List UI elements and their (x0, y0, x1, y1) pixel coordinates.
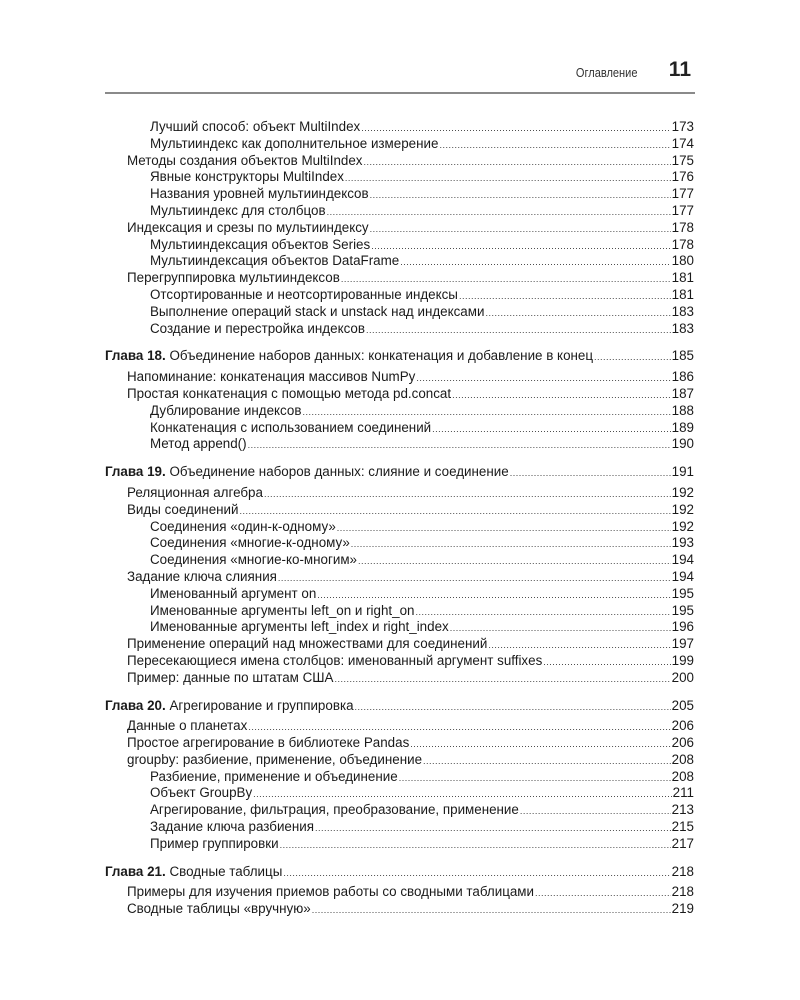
toc-page-number: 215 (671, 819, 694, 835)
toc-entry[interactable] (105, 735, 694, 752)
toc-page-number: 185 (671, 348, 694, 364)
dot-leader (399, 769, 671, 786)
toc-page-number: 192 (671, 484, 694, 500)
dot-leader (337, 519, 671, 536)
toc-entry[interactable] (105, 718, 694, 735)
toc-page-number: 193 (671, 535, 694, 551)
dot-leader (415, 603, 670, 620)
dot-leader (371, 237, 670, 254)
dot-leader (280, 836, 671, 853)
toc-entry-title: Мультииндекс как дополнительное измерение (150, 135, 439, 151)
toc-entry[interactable] (105, 253, 694, 270)
toc-entry-title: Лучший способ: объект MultiIndex (150, 119, 361, 134)
toc-entry-title: Выполнение операций stack и unstack над индексами (150, 303, 485, 319)
toc-entry-title: Мультииндексация объектов Series (150, 236, 371, 252)
toc-entry-title: Объект GroupBy (150, 785, 253, 801)
toc-entry[interactable] (105, 752, 694, 769)
toc-page-number: 205 (671, 697, 694, 713)
toc-entry-title: Методы создания объектов MultiIndex (127, 152, 363, 168)
chapter-number: Глава 20. (105, 697, 166, 713)
toc-entry-title (105, 464, 509, 481)
toc-page-number: 181 (671, 286, 694, 302)
toc-page-number: 192 (671, 518, 694, 534)
dot-leader (366, 321, 671, 338)
dot-leader (345, 169, 671, 186)
toc-chapter-entry[interactable] (105, 864, 694, 881)
toc-entry-title: Мультииндекс для столбцов (150, 202, 326, 218)
toc-page-number: 200 (671, 669, 694, 685)
toc-entry-title: Данные о планетах (127, 718, 248, 734)
toc-page-number: 219 (671, 901, 694, 917)
toc-page-number: 208 (671, 751, 694, 767)
table-of-contents (105, 119, 694, 918)
dot-leader (410, 735, 670, 752)
toc-page-number: 194 (671, 552, 694, 568)
dot-leader (370, 186, 671, 203)
toc-entry[interactable] (105, 321, 694, 338)
chapter-title: Объединение наборов данных: конкатенация и добавление в конец (169, 348, 594, 364)
toc-entry[interactable] (105, 619, 694, 636)
toc-entry[interactable] (105, 270, 694, 287)
toc-entry-title: Метод append() (150, 436, 247, 452)
dot-leader (283, 864, 670, 881)
running-header (105, 58, 695, 94)
toc-page-number: 206 (671, 718, 694, 734)
toc-page-number: 186 (671, 369, 694, 385)
toc-page-number: 173 (671, 119, 694, 134)
toc-entry[interactable] (105, 386, 694, 403)
dot-leader (510, 464, 671, 481)
dot-leader (400, 253, 670, 270)
toc-entry-title: Конкатенация с использованием соединений (150, 419, 432, 435)
dot-leader (253, 785, 671, 802)
dot-leader (459, 287, 671, 304)
toc-page-number: 183 (671, 320, 694, 336)
toc-chapter-entry[interactable] (105, 698, 694, 715)
dot-leader (240, 502, 671, 519)
running-header-title: Оглавление (575, 65, 637, 80)
toc-page-number: 196 (671, 619, 694, 635)
dot-leader (520, 802, 671, 819)
toc-entry-title: Индексация и срезы по мультииндексу (127, 219, 369, 235)
toc-page-number: 218 (671, 863, 694, 879)
toc-entry-title: Задание ключа слияния (127, 568, 277, 584)
dot-leader (355, 698, 671, 715)
toc-entry-title: Именованные аргументы left_on и right_on (150, 602, 415, 618)
toc-entry[interactable] (105, 485, 694, 502)
toc-entry[interactable] (105, 186, 694, 203)
dot-leader (423, 752, 671, 769)
toc-page-number: 177 (671, 186, 694, 202)
chapter-number: Глава 19. (105, 464, 166, 480)
dot-leader (488, 636, 670, 653)
toc-entry[interactable] (105, 901, 694, 918)
toc-entry-title: Пример группировки (150, 835, 279, 851)
dot-leader (358, 552, 671, 569)
toc-page-number: 195 (671, 585, 694, 601)
dot-leader (334, 670, 670, 687)
toc-entry[interactable] (105, 119, 694, 136)
dot-leader (416, 369, 670, 386)
toc-entry-title: Напоминание: конкатенация массивов NumPy (127, 369, 416, 385)
dot-leader (317, 586, 670, 603)
toc-entry-title: Пример: данные по штатам США (127, 669, 334, 685)
toc-page-number: 176 (671, 169, 694, 185)
toc-entry[interactable] (105, 169, 694, 186)
toc-page-number: 211 (672, 785, 694, 801)
toc-entry[interactable] (105, 819, 694, 836)
dot-leader (302, 403, 670, 420)
dot-leader (278, 569, 671, 586)
dot-leader (485, 304, 670, 321)
toc-entry-title: Названия уровней мультииндексов (150, 186, 369, 202)
toc-entry[interactable] (105, 552, 694, 569)
toc-entry-title: Сводные таблицы «вручную» (127, 901, 311, 917)
toc-entry-title: Виды соединений (127, 501, 239, 517)
toc-entry[interactable] (105, 785, 694, 802)
toc-entry-title: Именованные аргументы left_index и right_index (150, 619, 449, 635)
toc-page-number: 175 (671, 152, 694, 168)
toc-page-number: 183 (671, 303, 694, 319)
toc-chapter-entry[interactable] (105, 464, 694, 481)
chapter-number: Глава 18. (105, 348, 166, 364)
toc-entry-title: Дублирование индексов (150, 402, 302, 418)
toc-entry[interactable] (105, 502, 694, 519)
toc-entry[interactable] (105, 603, 694, 620)
toc-page-number: 180 (671, 253, 694, 269)
dot-leader (361, 119, 670, 136)
toc-page-number: 195 (671, 602, 694, 618)
toc-page-number: 178 (671, 236, 694, 252)
toc-entry-title: Соединения «один-к-одному» (150, 518, 336, 534)
toc-page-number: 191 (671, 464, 694, 480)
dot-leader (370, 220, 671, 237)
page-number: 11 (668, 58, 691, 81)
dot-leader (351, 535, 671, 552)
chapter-title: Объединение наборов данных: слияние и соединение (169, 464, 509, 480)
chapter-number: Глава 21. (105, 863, 166, 879)
toc-entry[interactable] (105, 653, 694, 670)
toc-entry-title: Применение операций над множествами для соединений (127, 636, 488, 652)
dot-leader (594, 348, 671, 365)
dot-leader (450, 619, 671, 636)
toc-page-number: 199 (671, 652, 694, 668)
toc-entry[interactable] (105, 153, 694, 170)
toc-entry-title (105, 698, 354, 715)
toc-page-number: 181 (671, 270, 694, 286)
dot-leader (452, 386, 671, 403)
toc-entry-title: Задание ключа разбиения (150, 819, 315, 835)
toc-entry[interactable] (105, 403, 694, 420)
dot-leader (439, 136, 670, 153)
toc-entry-title: Примеры для изучения приемов работы со сводными таблицами (127, 884, 534, 900)
toc-page-number: 194 (671, 568, 694, 584)
toc-entry[interactable] (105, 519, 694, 536)
toc-page-number: 189 (671, 419, 694, 435)
toc-entry[interactable] (105, 436, 694, 453)
dot-leader (535, 884, 671, 901)
toc-entry[interactable] (105, 769, 694, 786)
dot-leader (248, 436, 671, 453)
toc-entry-title: Перегруппировка мультииндексов (127, 270, 340, 286)
toc-page-number: 213 (671, 802, 694, 818)
toc-page-number: 206 (671, 735, 694, 751)
toc-page-number: 208 (671, 768, 694, 784)
toc-entry-title: Пересекающиеся имена столбцов: именованный аргумент suffixes (127, 652, 543, 668)
toc-entry[interactable] (105, 535, 694, 552)
toc-page-number: 188 (671, 402, 694, 418)
dot-leader (341, 270, 671, 287)
dot-leader (327, 203, 671, 220)
toc-entry-title: Простая конкатенация с помощью метода pd.concat (127, 385, 452, 401)
toc-entry-title: Создание и перестройка индексов (150, 320, 365, 336)
toc-page-number: 187 (671, 385, 694, 401)
toc-entry[interactable] (105, 369, 694, 386)
toc-entry-title: Соединения «многие-ко-многим» (150, 552, 357, 568)
toc-entry-title: Разбиение, применение и объединение (150, 768, 398, 784)
dot-leader (264, 485, 671, 502)
dot-leader (543, 653, 670, 670)
dot-leader (432, 420, 670, 437)
toc-page-number: 177 (671, 202, 694, 218)
toc-page-number: 217 (671, 835, 694, 851)
toc-entry[interactable] (105, 884, 694, 901)
toc-entry-title: groupby: разбиение, применение, объединение (127, 751, 423, 767)
toc-entry[interactable] (105, 304, 694, 321)
toc-entry-title: Простое агрегирование в библиотеке Pandas (127, 735, 410, 751)
toc-entry-title: Мультииндексация объектов DataFrame (150, 253, 400, 269)
toc-entry[interactable] (105, 569, 694, 586)
toc-page-number: 174 (671, 135, 694, 151)
toc-entry-title (105, 348, 593, 365)
toc-entry[interactable] (105, 670, 694, 687)
toc-entry-title: Отсортированные и неотсортированные индексы (150, 286, 458, 302)
toc-entry[interactable] (105, 136, 694, 153)
dot-leader (315, 819, 671, 836)
toc-entry-title: Соединения «многие-к-одному» (150, 535, 350, 551)
toc-entry[interactable] (105, 586, 694, 603)
toc-entry[interactable] (105, 287, 694, 304)
chapter-title: Сводные таблицы (169, 863, 283, 879)
toc-entry-title: Явные конструкторы MultiIndex (150, 169, 344, 185)
toc-entry-title (105, 864, 282, 881)
toc-entry-title: Реляционная алгебра (127, 484, 263, 500)
toc-page-number: 178 (671, 219, 694, 235)
toc-page-number: 218 (671, 884, 694, 900)
chapter-title: Агрегирование и группировка (169, 697, 354, 713)
toc-entry[interactable] (105, 836, 694, 853)
toc-entry[interactable] (105, 220, 694, 237)
toc-page-number: 190 (671, 436, 694, 452)
toc-entry[interactable] (105, 636, 694, 653)
toc-entry[interactable] (105, 237, 694, 254)
toc-chapter-entry[interactable] (105, 348, 694, 365)
dot-leader (364, 153, 671, 170)
toc-entry[interactable] (105, 203, 694, 220)
toc-page-number: 192 (671, 501, 694, 517)
dot-leader (312, 901, 671, 918)
toc-entry-title: Агрегирование, фильтрация, преобразование, применение (150, 802, 519, 818)
dot-leader (248, 718, 670, 735)
toc-entry-title: Именованный аргумент on (150, 585, 317, 601)
toc-entry[interactable] (105, 802, 694, 819)
toc-entry[interactable] (105, 420, 694, 437)
toc-page-number: 197 (671, 636, 694, 652)
